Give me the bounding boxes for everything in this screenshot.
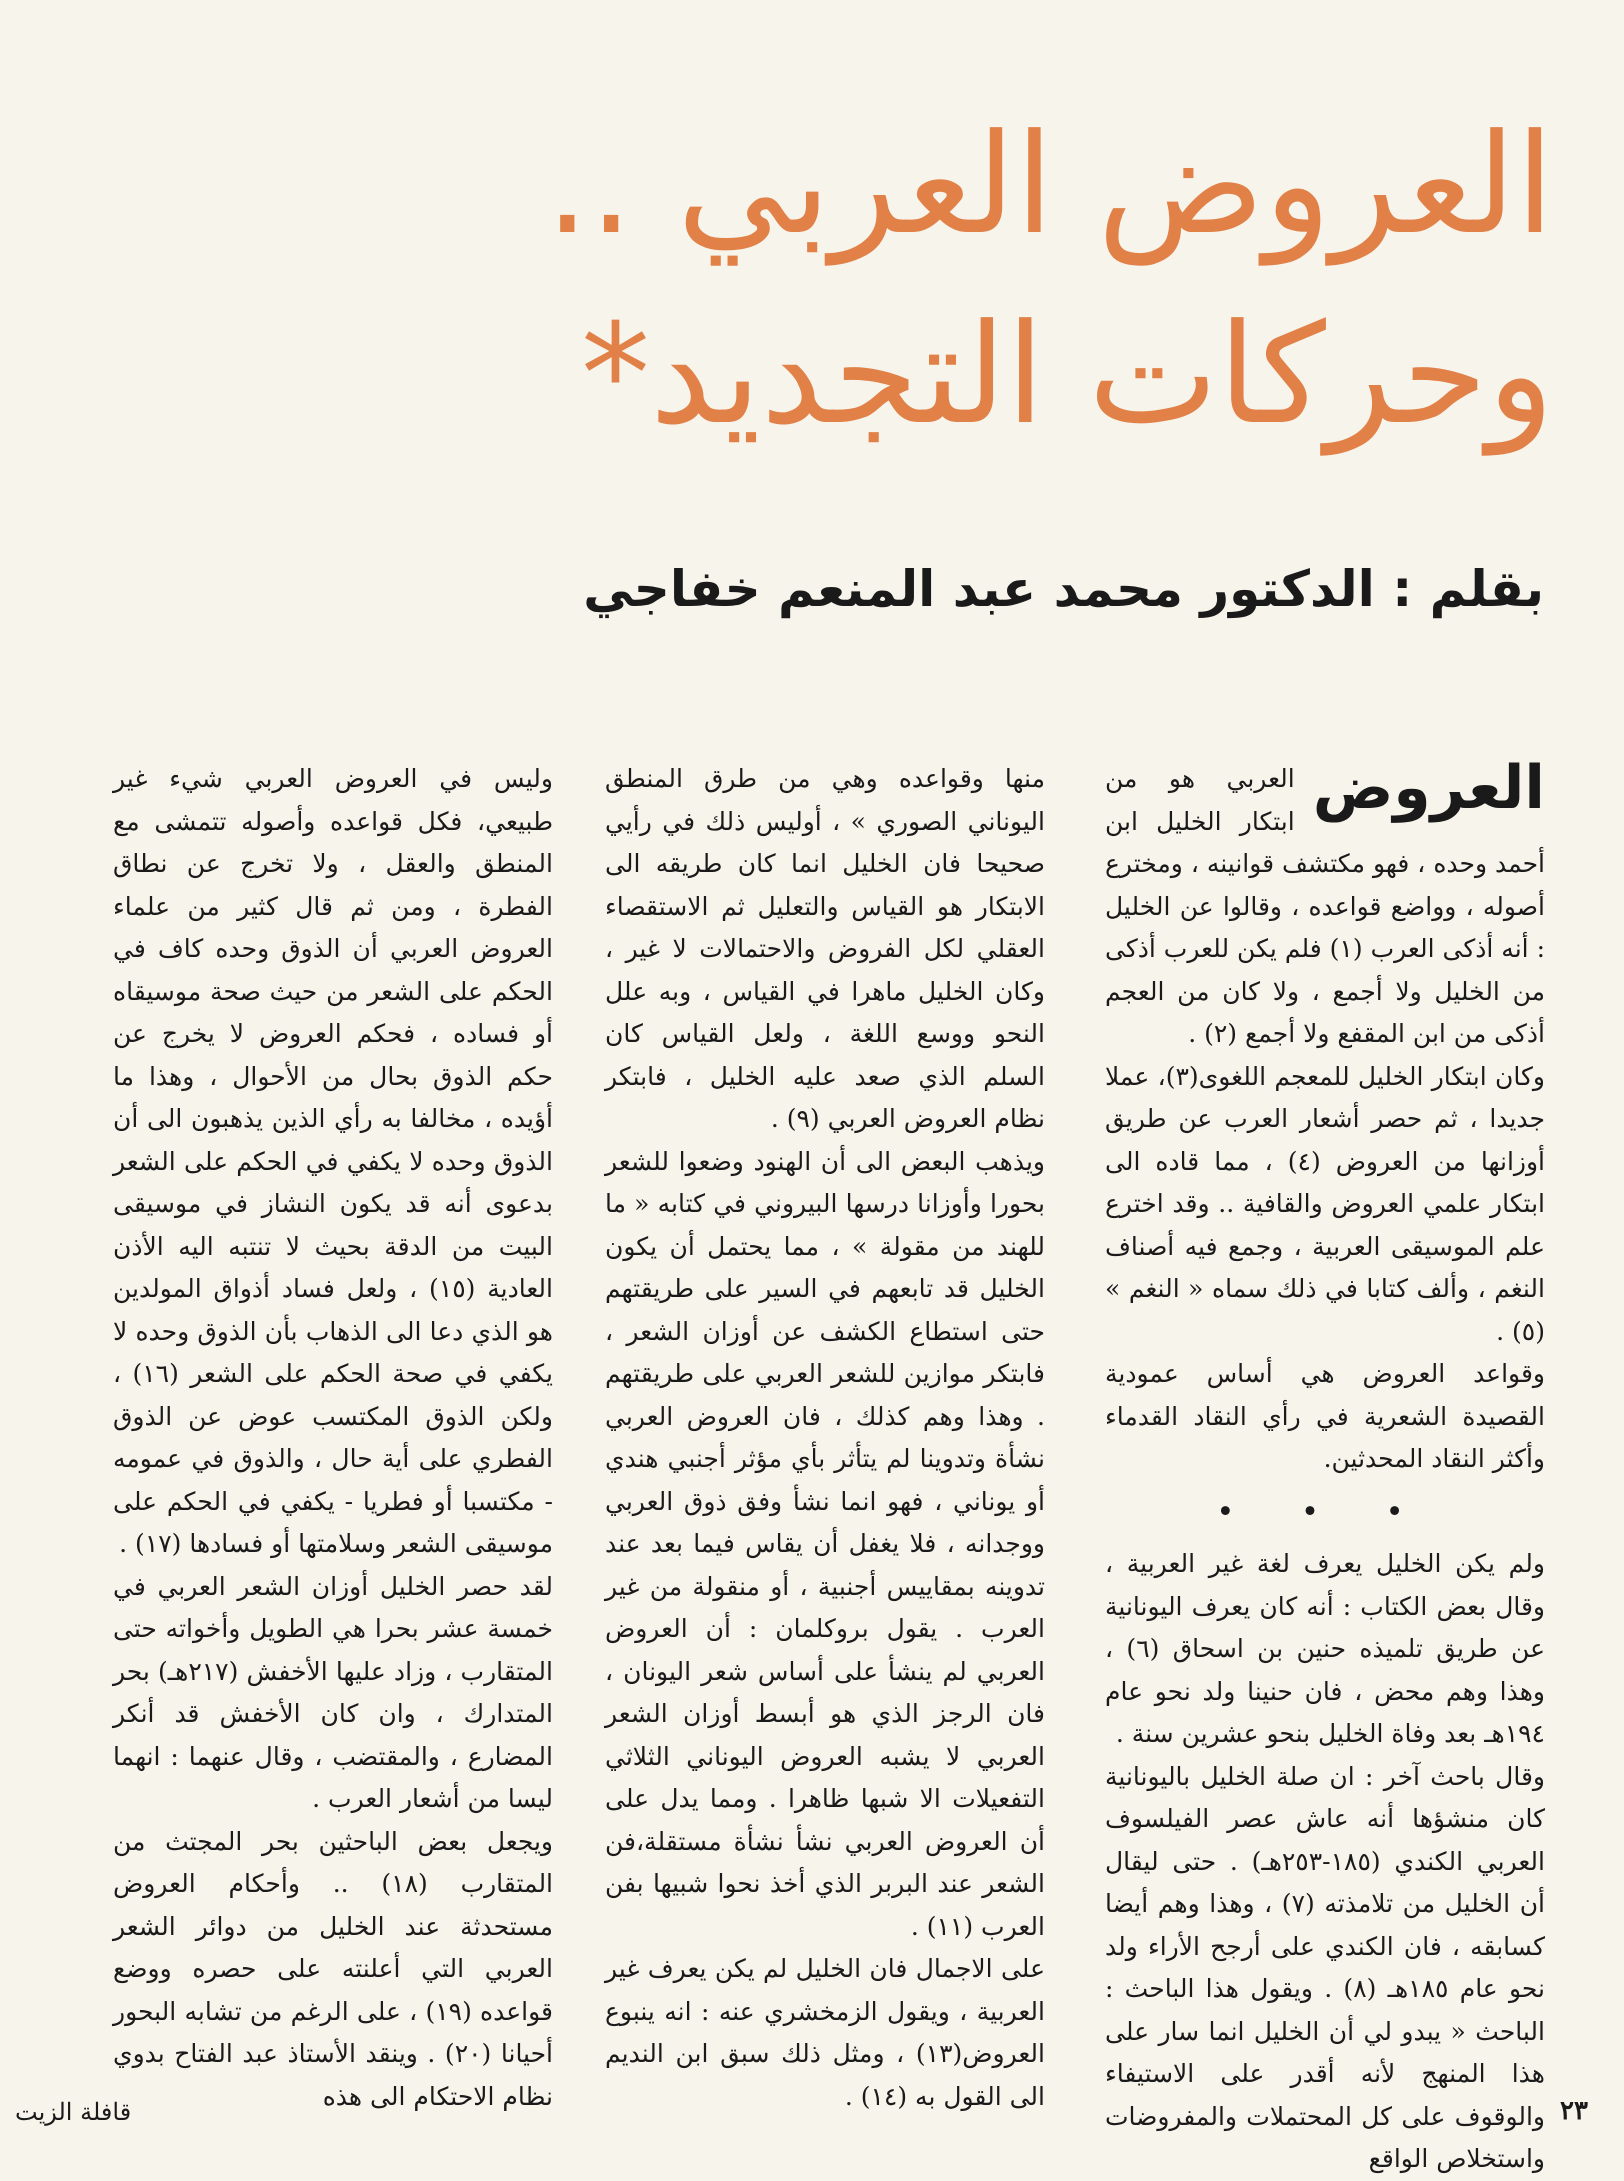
paragraph: وكان ابتكار الخليل للمعجم اللغوى(٣)، عملا جديدا ، ثم حصر أشعار العرب عن طريق أوزانها من العروض (٤) ، مما قاده الى ابتكار علمي العروض والقافية .. وقد اخترع علم الموسيقى العربية ، وجمع فيه أصناف النغم ، وألف كتابا في ذلك سماه « النغم » (٥) . <box>1105 1061 1545 1346</box>
section-separator: • • • <box>1217 1496 1433 1526</box>
paragraph: وليس في العروض العربي شيء غير طبيعي، فكل قواعده وأصوله تتمشى مع المنطق والعقل ، ولا تخرج عن نطاق الفطرة ، ومن ثم قال كثير من علماء العروض العربي أن الذوق وحده كاف في الحكم على الشعر من حيث صحة موسيقاه أو فساده ، فحكم العروض لا يخرج عن حكم الذوق بحال من الأحوال ، وهذا ما أؤيده ، مخالفا به رأي الذين يذهبون الى أن الذوق وحده لا يكفي في الحكم على الشعر بدعوى أنه قد يكون النشاز في موسيقى البيت من الدقة بحيث لا تنتبه اليه الأذن العادية (١٥) ، ولعل فساد أذواق المولدين هو الذي دعا الى الذهاب بأن الذوق وحده لا يكفي في صحة الحكم على الشعر (١٦) ، ولكن الذوق المكتسب عوض عن الذوق الفطري على أية حال ، والذوق في عمومه - مكتسبا أو فطريا - يكفي في الحكم على موسيقى الشعر وسلامتها أو فسادها (١٧) . <box>113 764 553 1558</box>
paragraph: ولم يكن الخليل يعرف لغة غير العربية ، وقال بعض الكتاب : أنه كان يعرف اليونانية عن طريق تلميذه حنين بن اسحاق (٦) ، وهذا وهم محض ، فان حنينا ولد نحو عام ١٩٤هـ بعد وفاة الخليل بنحو عشرين سنة . <box>1105 1549 1545 1748</box>
magazine-name: قافلة الزيت <box>15 2098 132 2126</box>
paragraph: ويذهب البعض الى أن الهنود وضعوا للشعر بحورا وأوزانا درسها البيروني في كتابه « ما للهند من مقولة » ، مما يحتمل أن يكون الخليل قد تابعهم في السير على طريقتهم حتى استطاع الكشف عن أوزان الشعر ، فابتكر موازين للشعر العربي على طريقتهم . وهذا وهم كذلك ، فان العروض العربي نشأة وتدوينا لم يتأثر بأي مؤثر أجنبي هندي أو يوناني ، فهو انما نشأ وفق ذوق العربي ووجدانه ، فلا يغفل أن يقاس فيما بعد عند تدوينه بمقاييس أجنبية ، أو منقولة من غير العرب . يقول بروكلمان : أن العروض العربي لم ينشأ على أساس شعر اليونان ، فان الرجز الذي هو أبسط أوزان الشعر العربي لا يشبه العروض اليوناني الثلاثي التفعيلات الا شبها ظاهرا . ومما يدل على أن العروض العربي نشأ نشأة مستقلة،فن الشعر عند البربر الذي أخذ نحوا شبيها بفن العرب (١١) . <box>605 1146 1045 1941</box>
text-column-right <box>1105 753 1546 2173</box>
drop-cap-word: العروض <box>1312 753 1545 823</box>
article-title-line-1: العروض العربي .. <box>545 104 1554 265</box>
paragraph: ويجعل بعض الباحثين بحر المجتث من المتقارب (١٨) .. وأحكام العروض مستحدثة عند الخليل من دوائر الشعر العربي التي أعلنته على حصره ووضع قواعده (١٩) ، على الرغم من تشابه البحور أحيانا (٢٠) . وينقد الأستاذ عبد الفتاح بدوي نظام الاحتكام الى هذه <box>113 1826 554 2111</box>
text-column-middle <box>605 758 1045 2111</box>
text-column-left <box>113 758 554 2111</box>
paragraph: وقواعد العروض هي أساس عمودية القصيدة الشعرية في رأي النقاد القدماء وأكثر النقاد المحدثين. <box>1105 1359 1545 1473</box>
page-number: ٢٣ <box>1560 2096 1588 2126</box>
paragraph: وقال باحث آخر : ان صلة الخليل باليونانية كان منشؤها أنه عاش عصر الفيلسوف العربي الكندي (١٨٥-٢٥٣هـ) . حتى ليقال أن الخليل من تلامذته (٧) ، وهذا وهم أيضا كسابقه ، فان الكندي على أرجح الأراء ولد نحو عام ١٨٥هـ (٨) . ويقول هذا الباحث : الباحث « يبدو لي أن الخليل انما سار على هذا المنهج لأنه أقدر على الاستيفاء والوقوف على كل المحتملات والمفروضات واستخلاص الواقع <box>1105 1761 1546 2173</box>
article-title-line-2: وحركات التجديد* <box>580 294 1554 455</box>
author-byline: بقلم : الدكتور محمد عبد المنعم خفاجي <box>583 560 1544 618</box>
paragraph: منها وقواعده وهي من طرق المنطق اليوناني الصوري » ، أوليس ذلك في رأيي صحيحا فان الخليل انما كان طريقه الى الابتكار هو القياس والتعليل ثم الاستقصاء العقلي لكل الفروض والاحتمالات لا غير ، وكان الخليل ماهرا في القياس ، وبه علل النحو ووسع اللغة ، ولعل القياس كان السلم الذي صعد عليه الخليل ، فابتكر نظام العروض العربي (٩) . <box>605 764 1045 1133</box>
paragraph: العربي هو من ابتكار الخليل ابن أحمد وحده ، فهو مكتشف قوانينه ، ومخترع أصوله ، وواضع قواعده ، وقالوا عن الخليل : أنه أذكى العرب (١) فلم يكن للعرب أذكى من الخليل ولا أجمع ، ولا كان من العجم أذكى من ابن المقفع ولا أجمع (٢) . <box>1105 764 1545 1048</box>
paragraph: لقد حصر الخليل أوزان الشعر العربي في خمسة عشر بحرا هي الطويل وأخواته حتى المتقارب ، وزاد عليها الأخفش (٢١٧هـ) بحر المتدارك ، وان كان الأخفش قد أنكر المضارع ، والمقتضب ، وقال عنهما : انهما ليسا من أشعار العرب . <box>113 1571 553 1813</box>
paragraph: على الاجمال فان الخليل لم يكن يعرف غير العربية ، ويقول الزمخشري عنه : انه ينبوع العروض(١٣) ، ومثل ذلك سبق ابن النديم الى القول به (١٤) . <box>605 1954 1045 2111</box>
